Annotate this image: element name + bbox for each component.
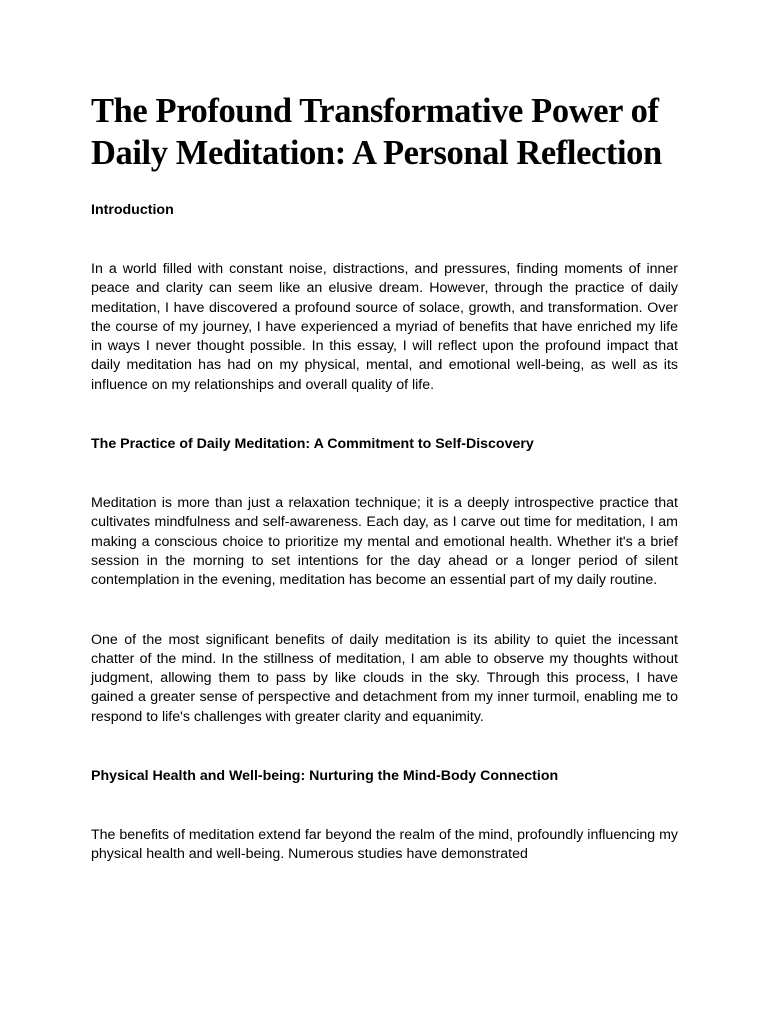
paragraph-physical-health: The benefits of meditation extend far beyond the realm of the mind, profoundly influencing my physical health and well-being. Numerous studies have demonstrated bbox=[91, 827, 678, 863]
paragraph-practice-1: Meditation is more than just a relaxation technique; it is a deeply introspective practice that cultivates mindfulness and self-awareness. Each day, as I carve out time for meditation, I am making a conscious choice to prioritize my mental and emotional health. Whether it's a brief session in the morning to set intentions for the day ahead or a longer period of silent contemplation in the evening, meditation has become an essential part of my daily routine. bbox=[91, 495, 678, 589]
paragraph-practice-2: One of the most significant benefits of daily meditation is its ability to quiet the incessant chatter of the mind. In the stillness of meditation, I am able to observe my thoughts without judgment, allowing them to pass by like clouds in the sky. Through this process, I have gained a greater sense of perspective and detachment from my inner turmoil, enabling me to respond to life's challenges with greater clarity and equanimity. bbox=[91, 631, 678, 725]
document-page bbox=[91, 90, 678, 865]
document-title: The Profound Transformative Power of Daily Meditation: A Personal Reflection bbox=[91, 92, 662, 172]
section-heading-introduction: Introduction bbox=[91, 202, 174, 218]
paragraph-introduction: In a world filled with constant noise, distractions, and pressures, finding moments of inner peace and clarity can seem like an elusive dream. However, through the practice of daily meditation, I have discovered a profound source of solace, growth, and transformation. Over the course of my journey, I have experienced a myriad of benefits that have enriched my life in ways I never thought possible. In this essay, I will reflect upon the profound impact that daily meditation has had on my physical, mental, and emotional well-being, as well as its influence on my relationships and overall quality of life. bbox=[91, 261, 678, 393]
section-heading-physical-health: Physical Health and Well-being: Nurturing the Mind-Body Connection bbox=[91, 768, 559, 785]
section-heading-practice: The Practice of Daily Meditation: A Commitment to Self-Discovery bbox=[91, 436, 534, 453]
